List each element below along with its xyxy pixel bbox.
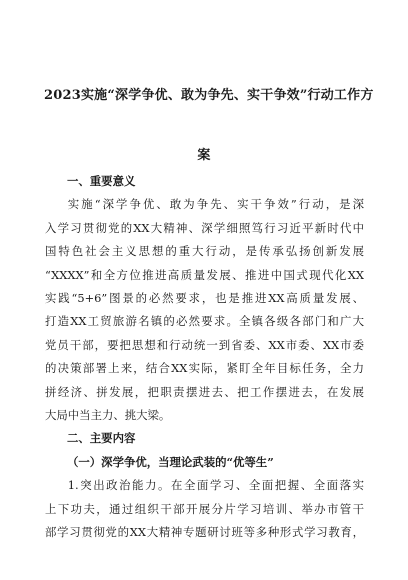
paragraph-line: 1.突出政治能力。在全面学习、全面把握、全面落实 — [67, 478, 364, 493]
paragraph-significance — [45, 193, 364, 427]
section-heading-significance: 一、重要意义 — [67, 174, 136, 188]
paragraph-line: 拼经济、拼发展，把职责摆进去、把工作摆进去，在发展 — [45, 384, 364, 399]
section-heading-main-content: 二、主要内容 — [67, 431, 136, 446]
paragraph-line: 的决策部署上来，结合XX实际，紧盯全年目标任务，全力 — [45, 361, 364, 376]
paragraph-line: 打造XX工贸旅游名镇的必然要求。全镇各级各部门和广大 — [45, 314, 364, 329]
paragraph-line: 上下功夫，通过组织干部开展分片学习培训、举办市管干 — [45, 501, 364, 516]
document-title-line-1: 2023实施“深学争优、敢为争先、实干争效”行动工作方 — [44, 88, 374, 103]
paragraph-line: 党员干部，要把思想和行动统一到省委、XX市委、XX市委 — [45, 337, 364, 352]
document-body — [45, 170, 364, 545]
paragraph-line: 实践“5+6”图景的必然要求，也是推进XX高质量发展、 — [45, 291, 364, 306]
subsection-heading-deep-study: （一）深学争优，当理论武装的“优等生” — [67, 454, 274, 469]
paragraph-line: 入学习贯彻党的XX大精神、深学细照笃行习近平新时代中 — [45, 220, 364, 235]
paragraph-political-ability — [45, 474, 364, 544]
paragraph-line: 实施“深学争优、敢为争先、实干争效”行动，是深 — [67, 197, 364, 212]
paragraph-line: 国特色社会主义思想的重大行动，是传承弘扬创新发展 — [45, 244, 364, 259]
paragraph-line: 部学习贯彻党的XX大精神专题研讨班等多种形式学习教育， — [45, 525, 364, 540]
paragraph-line: “XXXX”和全方位推进高质量发展、推进中国式现代化XX — [45, 267, 364, 282]
paragraph-line: 大局中当主力、挑大梁。 — [45, 408, 171, 423]
document-title-line-2: 案 — [197, 148, 211, 163]
document-title — [44, 66, 374, 186]
